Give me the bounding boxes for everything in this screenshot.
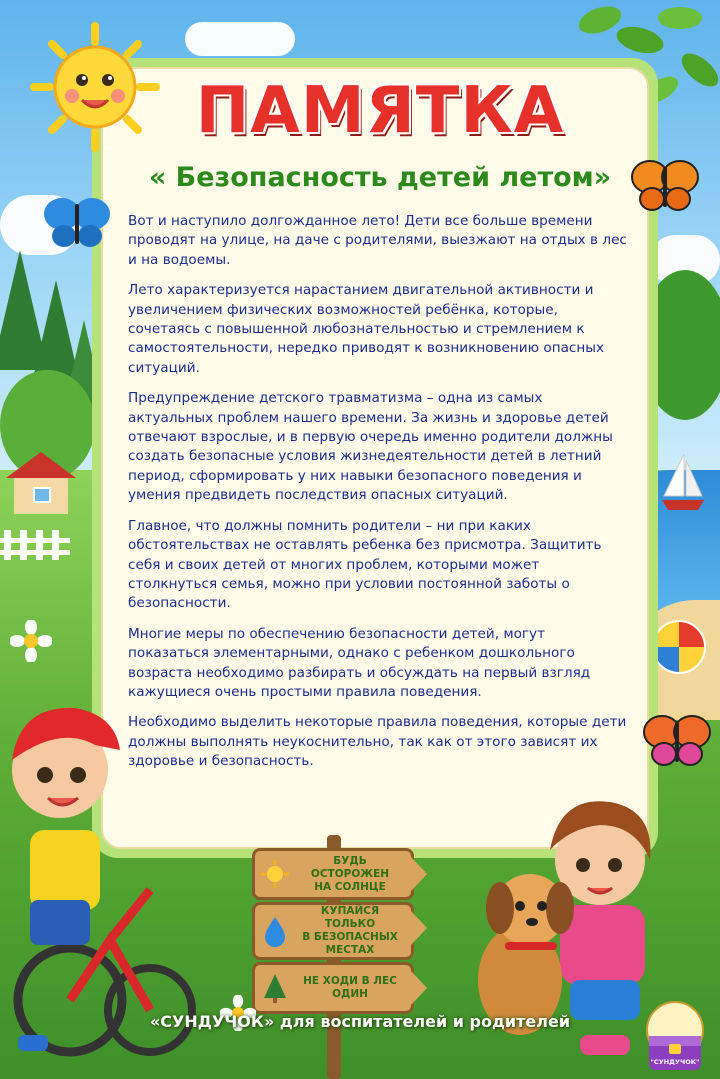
daisy-flower — [10, 620, 52, 662]
cloud — [185, 22, 295, 56]
poster-title: ПАМЯТКА — [195, 74, 565, 148]
fir-tree-icon — [255, 968, 295, 1008]
butterfly-icon — [42, 192, 112, 252]
paragraph: Предупреждение детского травматизма – одна из самых актуальных проблем нашего времени. За жизнь и здоровье детей отвечают взрослые, и в первую очередь именно родители должны создать безопасные условия жизнедеятельности детей в летний период, сформировать у них навыки безопасного поведения и умения предвидеть последствия опасных ситуаций. — [128, 390, 613, 504]
paragraph: Лето характеризуется нарастанием двигательной активности и увеличением физических возможностей ребёнка, которые, сочетаясь с повышенной любознательностью и стремлением к самостоятельности, нередко приводят к возникновению опасных ситуаций. — [128, 282, 605, 376]
sign-forest-alone — [252, 962, 414, 1014]
sunduchok-logo — [635, 1000, 715, 1075]
house — [4, 448, 78, 518]
sign-text-line: БУДЬ ОСТОРОЖЕН — [310, 854, 390, 880]
footer-caption: «СУНДУЧОК» для воспитателей и родителей — [149, 1012, 571, 1031]
paragraph: Вот и наступило долгожданное лето! Дети все больше времени проводят на улице, на даче с родителями, выезжают на отдых в лес и на водоемы. — [128, 213, 627, 268]
paragraph: Необходимо выделить некоторые правила поведения, которые дети должны выполнять неукоснительно, так как от этого зависят их здоровье и безопасность. — [128, 714, 627, 770]
sign-swim-safe — [252, 902, 414, 960]
sign-sun-caution — [252, 848, 414, 900]
sign-text-line: ОДИН — [332, 988, 368, 1000]
sailboat — [660, 452, 706, 516]
sign-text-line: НА СОЛНЦЕ — [314, 880, 386, 893]
poster-body — [128, 212, 628, 783]
poster-subtitle: « Безопасность детей летом» — [148, 162, 612, 193]
paragraph: Главное, что должны помнить родители – ни при каких обстоятельствах не оставлять ребенка без присмотра. Защитить себя и своих детей от многих проблем, которыми может столкнуться семья, можно при условии постоянной заботы о безопасности. — [128, 517, 602, 612]
butterfly-icon — [642, 710, 712, 770]
sign-text-line: В БЕЗОПАСНЫХ — [302, 931, 398, 943]
sign-text-line: МЕСТАХ — [325, 944, 375, 956]
sun-icon — [255, 854, 295, 894]
sign-text-line: КУПАЙСЯ ТОЛЬКО — [320, 905, 380, 930]
water-drop-icon — [255, 911, 295, 951]
logo-text: "СУНДУЧОК" — [650, 1058, 700, 1066]
fence — [0, 528, 70, 560]
beach-ball — [650, 618, 708, 676]
sign-text-line: НЕ ХОДИ В ЛЕС — [303, 975, 397, 987]
paragraph: Многие меры по обеспечению безопасности детей, могут показаться элементарными, однако с ребенком дошкольного возраста необходимо разбирать и обсуждать на первый взгляд кажущиеся очень простыми правила поведения. — [128, 625, 591, 700]
